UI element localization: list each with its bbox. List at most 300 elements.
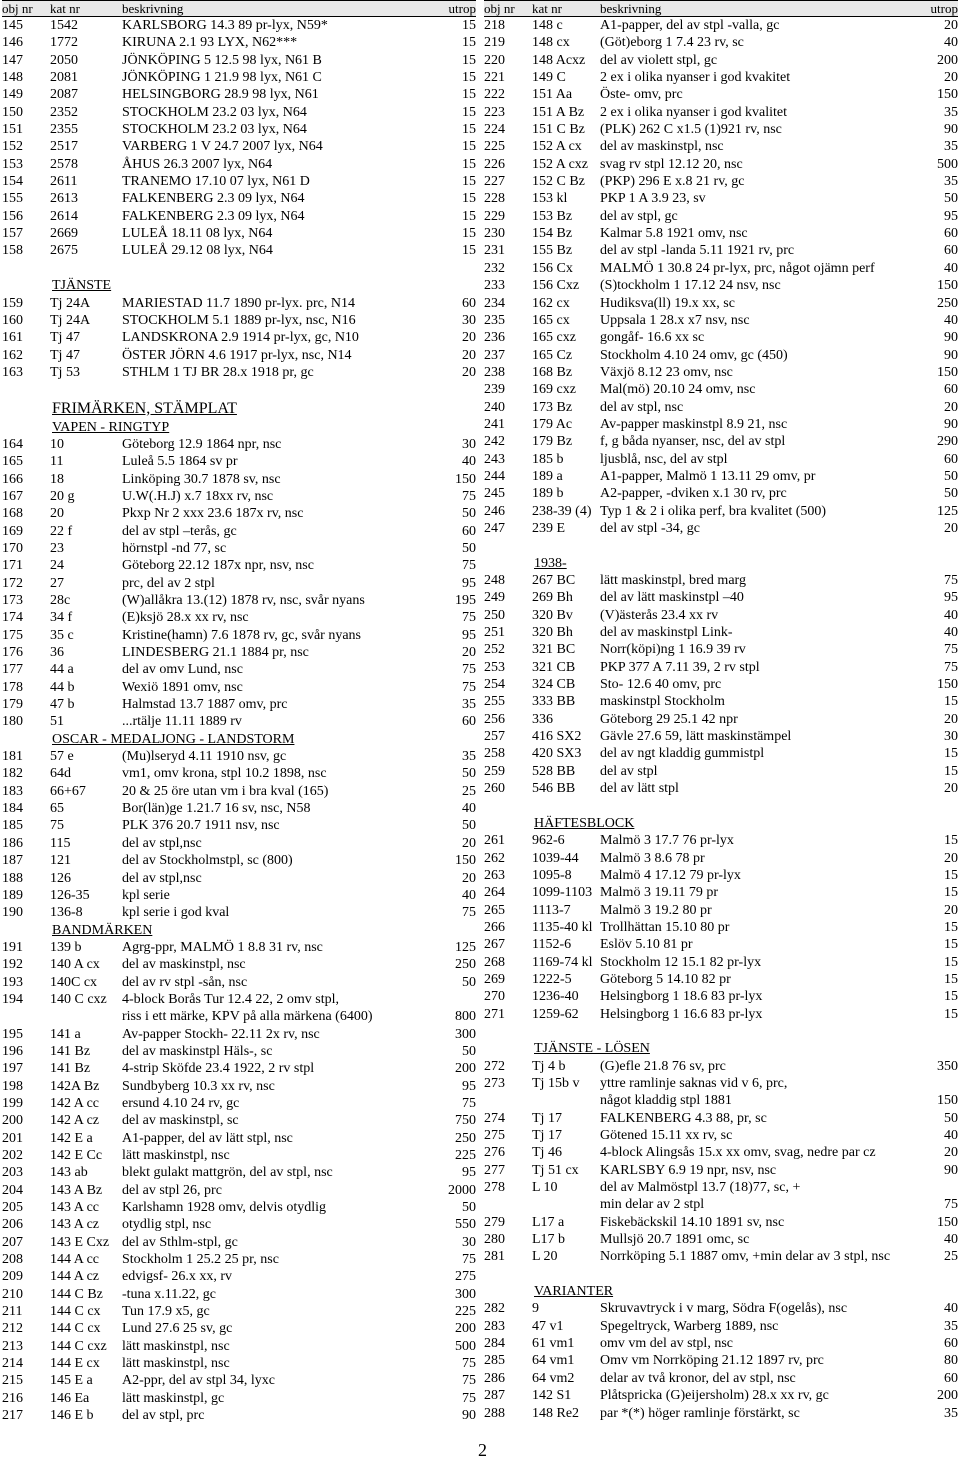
utrop: 20 xyxy=(944,1145,958,1161)
obj-nr: 165 xyxy=(2,454,23,470)
table-row xyxy=(484,503,958,520)
beskrivning: del av stpl –terås, gc xyxy=(122,523,237,539)
kat-nr: 47 v1 xyxy=(532,1318,564,1334)
kat-nr: 143 ab xyxy=(50,1165,88,1181)
right-rows xyxy=(484,17,958,1422)
table-row xyxy=(484,329,958,346)
table-row xyxy=(484,1231,958,1248)
page-number: 2 xyxy=(478,1440,487,1460)
beskrivning: Omv vm Norrköping 21.12 1897 rv, prc xyxy=(600,1353,824,1369)
utrop: 150 xyxy=(455,471,476,487)
utrop: 50 xyxy=(462,818,476,834)
utrop: 50 xyxy=(462,974,476,990)
kat-nr: Tj 15b v xyxy=(532,1075,580,1091)
obj-nr: 236 xyxy=(484,330,505,346)
kat-nr: 165 cxz xyxy=(532,330,576,346)
obj-nr: 209 xyxy=(2,1269,23,1285)
beskrivning: Halmstad 13.7 1887 omv, prc xyxy=(122,697,288,713)
table-row xyxy=(2,592,476,609)
obj-nr: 246 xyxy=(484,503,505,519)
obj-nr: 261 xyxy=(484,833,505,849)
table-row xyxy=(2,104,476,121)
table-row xyxy=(484,1370,958,1387)
table-row xyxy=(484,156,958,173)
utrop: 35 xyxy=(944,104,958,120)
obj-nr: 231 xyxy=(484,243,505,259)
kat-nr: Tj 17 xyxy=(532,1110,562,1126)
kat-nr: 1169-74 kl xyxy=(532,954,593,970)
kat-nr: 149 C xyxy=(532,70,566,86)
kat-nr: 1259-62 xyxy=(532,1006,579,1022)
obj-nr: 152 xyxy=(2,139,23,155)
beskrivning: del av maskinstpl, sc xyxy=(122,1113,239,1129)
kat-nr: 1772 xyxy=(50,35,78,51)
utrop: 75 xyxy=(944,642,958,658)
utrop: 60 xyxy=(462,295,476,311)
table-row xyxy=(484,1300,958,1317)
section-heading xyxy=(484,815,958,832)
utrop: 15 xyxy=(462,174,476,190)
kat-nr: 24 xyxy=(50,558,64,574)
kat-nr: 142A Bz xyxy=(50,1078,100,1094)
utrop: 20 xyxy=(944,781,958,797)
kat-nr: 9 xyxy=(532,1301,539,1317)
utrop: 80 xyxy=(944,1353,958,1369)
utrop: 200 xyxy=(455,1061,476,1077)
obj-nr: 197 xyxy=(2,1061,23,1077)
beskrivning: del av stpl xyxy=(600,763,658,779)
spacer xyxy=(484,1266,958,1283)
beskrivning: (PLK) 262 C x1.5 (1)921 rv, nsc xyxy=(600,122,782,138)
obj-nr: 217 xyxy=(2,1408,23,1424)
beskrivning: Typ 1 & 2 i olika perf, bra kvalitet (500) xyxy=(600,503,827,519)
utrop: 250 xyxy=(937,295,958,311)
beskrivning: kpl serie i god kval xyxy=(122,905,230,921)
obj-nr: 288 xyxy=(484,1405,505,1421)
beskrivning: HELSINGBORG 28.9 98 lyx, N61 xyxy=(122,87,319,103)
kat-nr: 75 xyxy=(50,818,64,834)
kat-nr: Tj 47 xyxy=(50,330,80,346)
beskrivning: Trollhättan 15.10 80 pr xyxy=(600,919,730,935)
section-heading-text: 1938- xyxy=(534,555,567,571)
table-row xyxy=(484,1214,958,1231)
utrop: 500 xyxy=(455,1338,476,1354)
table-row xyxy=(2,627,476,644)
obj-nr: 211 xyxy=(2,1304,23,1320)
obj-nr: 180 xyxy=(2,714,23,730)
table-row xyxy=(2,956,476,973)
kat-nr: 144 C cx xyxy=(50,1304,101,1320)
kat-nr: 321 CB xyxy=(532,659,576,675)
kat-nr: 420 SX3 xyxy=(532,746,582,762)
spacer xyxy=(484,1023,958,1040)
utrop: 50 xyxy=(462,1043,476,1059)
table-row xyxy=(484,260,958,277)
table-row xyxy=(2,242,476,259)
beskrivning: del av stpl,nsc xyxy=(122,835,202,851)
obj-nr: 229 xyxy=(484,208,505,224)
beskrivning: maskinstpl Stockholm xyxy=(600,694,725,710)
table-row xyxy=(484,312,958,329)
obj-nr: 202 xyxy=(2,1148,23,1163)
utrop: 15 xyxy=(462,226,476,242)
table-row xyxy=(484,850,958,867)
obj-nr: 218 xyxy=(484,18,505,33)
utrop: 350 xyxy=(937,1058,958,1074)
utrop: 95 xyxy=(462,1078,476,1094)
utrop: 25 xyxy=(462,783,476,799)
kat-nr: L 20 xyxy=(532,1249,558,1265)
beskrivning: ersund 4.10 24 rv, gc xyxy=(122,1095,240,1111)
obj-nr: 255 xyxy=(484,694,505,710)
utrop: 90 xyxy=(462,1408,476,1424)
table-row xyxy=(2,1130,476,1147)
utrop: 40 xyxy=(944,1301,958,1317)
kat-nr: 2352 xyxy=(50,104,78,120)
table-row xyxy=(2,52,476,69)
utrop: 15 xyxy=(462,87,476,103)
utrop: 35 xyxy=(462,697,476,713)
spacer xyxy=(2,381,476,398)
kat-nr: 1542 xyxy=(50,18,78,33)
kat-nr: 142 A cz xyxy=(50,1113,99,1129)
kat-nr: 143 A cc xyxy=(50,1200,99,1216)
table-row xyxy=(484,242,958,259)
table-row xyxy=(484,17,958,34)
utrop: 35 xyxy=(944,1318,958,1334)
table-row xyxy=(484,1144,958,1161)
obj-nr: 192 xyxy=(2,957,23,973)
obj-nr: 260 xyxy=(484,781,505,797)
beskrivning: del av stpl,nsc xyxy=(122,870,202,886)
obj-nr: 189 xyxy=(2,887,23,903)
kat-nr: 2675 xyxy=(50,243,78,259)
table-row xyxy=(484,589,958,606)
kat-nr: 155 Bz xyxy=(532,243,573,259)
table-row xyxy=(484,1352,958,1369)
table-row xyxy=(484,745,958,762)
kat-nr: 1152-6 xyxy=(532,937,572,953)
table-row xyxy=(484,954,958,971)
beskrivning: gongåf- 16.6 xx sc xyxy=(600,330,705,346)
kat-nr: 141 Bz xyxy=(50,1061,91,1077)
obj-nr: 264 xyxy=(484,885,505,901)
utrop: 75 xyxy=(462,1252,476,1268)
beskrivning: STOCKHOLM 23.2 03 lyx, N64 xyxy=(122,104,307,120)
obj-nr: 256 xyxy=(484,711,505,727)
kat-nr: L17 b xyxy=(532,1232,566,1248)
utrop: 15 xyxy=(462,156,476,172)
beskrivning: otydlig stpl, nsc xyxy=(122,1217,212,1233)
obj-nr: 262 xyxy=(484,850,505,866)
kat-nr: 165 Cz xyxy=(532,347,573,363)
table-row xyxy=(2,870,476,887)
obj-nr: 259 xyxy=(484,763,505,779)
obj-nr: 216 xyxy=(2,1390,23,1406)
beskrivning: PKP 377 A 7.11 39, 2 rv stpl xyxy=(600,659,760,675)
beskrivning: MALMÖ 1 30.8 24 pr-lyx, prc, något ojämn perf xyxy=(600,260,875,276)
beskrivning: Stockholm 1 25.2 25 pr, nsc xyxy=(122,1252,279,1268)
beskrivning: Malmö 3 8.6 78 pr xyxy=(600,850,705,866)
table-row xyxy=(484,69,958,86)
utrop: 60 xyxy=(944,243,958,259)
utrop: 550 xyxy=(455,1217,476,1233)
utrop: 75 xyxy=(462,1373,476,1389)
utrop: 60 xyxy=(944,1370,958,1386)
utrop: 75 xyxy=(462,1356,476,1372)
beskrivning: del av stpl -landa 5.11 1921 rv, prc xyxy=(600,243,795,259)
table-row xyxy=(2,208,476,225)
utrop: 60 xyxy=(944,226,958,242)
table-header xyxy=(2,0,476,17)
utrop: 250 xyxy=(455,957,476,973)
kat-nr: 142 A cc xyxy=(50,1095,99,1111)
kat-nr: 1135-40 kl xyxy=(532,919,593,935)
kat-nr: 962-6 xyxy=(532,833,565,849)
kat-nr: Tj 4 b xyxy=(532,1058,566,1074)
kat-nr: 2669 xyxy=(50,226,78,242)
table-row xyxy=(2,86,476,103)
kat-nr: 121 xyxy=(50,853,71,869)
utrop: 15 xyxy=(944,694,958,710)
kat-nr: 153 Bz xyxy=(532,208,573,224)
beskrivning: Göteborg 29 25.1 42 npr xyxy=(600,711,738,727)
utrop: 275 xyxy=(455,1269,476,1285)
utrop: 95 xyxy=(944,590,958,606)
utrop: 75 xyxy=(462,662,476,678)
beskrivning: ÖSTER JÖRN 4.6 1917 pr-lyx, nsc, N14 xyxy=(122,347,352,363)
kat-nr: 189 b xyxy=(532,486,564,502)
obj-nr: 233 xyxy=(484,278,505,294)
obj-nr: 281 xyxy=(484,1249,505,1265)
obj-nr: 214 xyxy=(2,1356,23,1372)
utrop: 50 xyxy=(944,486,958,502)
obj-nr: 148 xyxy=(2,70,23,86)
kat-nr: 66+67 xyxy=(50,783,86,799)
section-heading-text: TJÄNSTE - LÖSEN xyxy=(534,1041,650,1057)
kat-nr: L 10 xyxy=(532,1180,558,1196)
obj-nr: 159 xyxy=(2,295,23,311)
beskrivning: vm1, omv krona, stpl 10.2 1898, nsc xyxy=(122,766,327,782)
table-row xyxy=(484,138,958,155)
utrop: 15 xyxy=(944,971,958,987)
beskrivning: ...rtälje 11.11 1889 rv xyxy=(122,714,242,730)
table-row xyxy=(2,364,476,381)
utrop: 75 xyxy=(462,558,476,574)
table-row xyxy=(484,884,958,901)
obj-nr: 191 xyxy=(2,939,23,955)
table-row xyxy=(2,1078,476,1095)
kat-nr: 34 f xyxy=(50,610,73,626)
utrop: 15 xyxy=(944,746,958,762)
utrop: 90 xyxy=(944,330,958,346)
kat-nr: 179 Ac xyxy=(532,416,573,432)
kat-nr: 148 Re2 xyxy=(532,1405,580,1421)
obj-nr: 157 xyxy=(2,226,23,242)
table-row xyxy=(2,1355,476,1372)
beskrivning: del av maskinstpl, nsc xyxy=(122,957,246,973)
left-rows xyxy=(2,17,476,1425)
table-row xyxy=(484,1196,958,1213)
beskrivning: STHLM 1 TJ BR 28.x 1918 pr, gc xyxy=(122,364,314,380)
table-row xyxy=(484,190,958,207)
obj-nr: 227 xyxy=(484,174,505,190)
obj-nr: 161 xyxy=(2,330,23,346)
table-row xyxy=(484,572,958,589)
kat-nr: 1095-8 xyxy=(532,867,572,883)
obj-nr: 275 xyxy=(484,1128,505,1143)
obj-nr: 182 xyxy=(2,766,23,782)
obj-nr: 198 xyxy=(2,1078,23,1094)
kat-nr: 47 b xyxy=(50,697,75,713)
kat-nr: 140 C cxz xyxy=(50,991,107,1007)
beskrivning: Norrköping 5.1 1887 omv, +min delar av 3 stpl, nsc xyxy=(600,1249,891,1265)
utrop: 500 xyxy=(937,156,958,172)
utrop: 60 xyxy=(944,382,958,398)
kat-nr: 23 xyxy=(50,540,64,556)
obj-nr: 146 xyxy=(2,35,23,51)
beskrivning: omv vm del av stpl, nsc xyxy=(600,1336,733,1352)
section-heading xyxy=(2,277,476,294)
beskrivning: hörnstpl -nd 77, sc xyxy=(122,540,227,556)
utrop: 75 xyxy=(944,659,958,675)
obj-nr: 213 xyxy=(2,1338,23,1354)
spacer xyxy=(2,260,476,277)
kat-nr: 2578 xyxy=(50,156,78,172)
utrop: 15 xyxy=(944,763,958,779)
beskrivning: Stockholm 12 15.1 82 pr-lyx xyxy=(600,954,762,970)
kat-nr: 151 C Bz xyxy=(532,122,585,138)
kat-nr: 2087 xyxy=(50,87,78,103)
kat-nr: 336 xyxy=(532,711,553,727)
table-row xyxy=(484,208,958,225)
obj-nr: 174 xyxy=(2,610,23,626)
obj-nr: 228 xyxy=(484,191,505,207)
utrop: 20 xyxy=(462,330,476,346)
section-heading-text: VAPEN - RINGTYP xyxy=(52,419,170,435)
beskrivning: Gävle 27.6 59, lätt maskinstämpel xyxy=(600,729,792,745)
table-row xyxy=(2,1286,476,1303)
obj-nr: 244 xyxy=(484,468,505,484)
obj-nr: 263 xyxy=(484,867,505,883)
table-row xyxy=(2,713,476,730)
kat-nr: 152 C Bz xyxy=(532,174,585,190)
obj-nr: 154 xyxy=(2,174,23,190)
table-row xyxy=(2,679,476,696)
kat-nr: Tj 46 xyxy=(532,1145,562,1161)
beskrivning: MARIESTAD 11.7 1890 pr-lyx. prc, N14 xyxy=(122,295,355,311)
utrop: 20 xyxy=(944,399,958,415)
kat-nr: 142 E Cc xyxy=(50,1148,103,1163)
beskrivning: (G)efle 21.8 76 sv, prc xyxy=(600,1058,726,1074)
kat-nr: 144 A cc xyxy=(50,1252,99,1268)
header-kat: kat nr xyxy=(532,1,562,16)
kat-nr: 1099-1103 xyxy=(532,885,593,901)
beskrivning: delar av två kronor, del av stpl, nsc xyxy=(600,1370,796,1386)
kat-nr: 154 Bz xyxy=(532,226,573,242)
beskrivning: Wexiö 1891 omv, nsc xyxy=(122,679,243,695)
table-row xyxy=(484,832,958,849)
kat-nr: L17 a xyxy=(532,1214,565,1230)
table-row xyxy=(2,575,476,592)
table-row xyxy=(2,1216,476,1233)
beskrivning: min delar av 2 stpl xyxy=(600,1197,705,1213)
utrop: 60 xyxy=(944,1336,958,1352)
table-row xyxy=(484,399,958,416)
obj-nr: 284 xyxy=(484,1336,505,1352)
obj-nr: 149 xyxy=(2,87,23,103)
obj-nr: 173 xyxy=(2,593,23,608)
beskrivning: något kladdig stpl 1881 xyxy=(600,1093,732,1109)
obj-nr: 272 xyxy=(484,1058,505,1074)
kat-nr: 144 C cxz xyxy=(50,1338,107,1354)
obj-nr: 276 xyxy=(484,1145,505,1161)
kat-nr: 173 Bz xyxy=(532,399,573,415)
utrop: 30 xyxy=(944,729,958,745)
kat-nr: 324 CB xyxy=(532,677,576,693)
utrop: 150 xyxy=(455,853,476,869)
beskrivning: Mullsjö 20.7 1891 omc, sc xyxy=(600,1232,750,1248)
utrop: 35 xyxy=(944,174,958,190)
table-row xyxy=(484,468,958,485)
utrop: 200 xyxy=(937,52,958,68)
kat-nr: 20 g xyxy=(50,488,75,504)
obj-nr: 175 xyxy=(2,627,23,643)
section-heading-text: HÄFTESBLOCK xyxy=(534,815,635,831)
kat-nr: 153 kl xyxy=(532,191,568,207)
utrop: 15 xyxy=(462,18,476,33)
kat-nr: 141 a xyxy=(50,1026,81,1042)
beskrivning: Öste- omv, prc xyxy=(600,87,683,103)
obj-nr: 147 xyxy=(2,52,23,68)
table-row xyxy=(2,1338,476,1355)
utrop: 40 xyxy=(944,312,958,328)
beskrivning: (S)tockholm 1 17.12 24 nsv, nsc xyxy=(600,278,781,294)
obj-nr: 212 xyxy=(2,1321,23,1337)
table-row xyxy=(2,1060,476,1077)
kat-nr: 156 Cxz xyxy=(532,278,580,294)
beskrivning: Spegeltryck, Warberg 1889, nsc xyxy=(600,1318,779,1334)
table-row xyxy=(2,1320,476,1337)
kat-nr: 18 xyxy=(50,471,64,487)
obj-nr: 208 xyxy=(2,1252,23,1268)
utrop: 15 xyxy=(462,243,476,259)
kat-nr: 145 E a xyxy=(50,1373,93,1389)
beskrivning: lätt maskinstpl, nsc xyxy=(122,1148,230,1163)
obj-nr: 205 xyxy=(2,1200,23,1216)
beskrivning: Plåtspricka (G)eijersholm) 28.x xx rv, gc xyxy=(600,1388,829,1404)
header-desc: beskrivning xyxy=(600,1,662,16)
utrop: 15 xyxy=(462,139,476,155)
obj-nr: 215 xyxy=(2,1373,23,1389)
beskrivning: A1-papper, del av stpl -valla, gc xyxy=(600,18,780,33)
beskrivning: (V)ästerås 23.4 xx rv xyxy=(600,607,719,623)
kat-nr: 144 E cx xyxy=(50,1356,100,1372)
beskrivning: (PKP) 296 E x.8 21 rv, gc xyxy=(600,174,745,190)
beskrivning: Växjö 8.12 23 omv, nsc xyxy=(600,364,733,380)
table-row xyxy=(484,971,958,988)
beskrivning: Kalmar 5.8 1921 omv, nsc xyxy=(600,226,748,242)
table-row xyxy=(484,347,958,364)
utrop: 20 xyxy=(944,902,958,918)
beskrivning: Luleå 5.5 1864 sv pr xyxy=(122,454,238,470)
obj-nr: 183 xyxy=(2,783,23,799)
utrop: 75 xyxy=(944,1197,958,1213)
obj-nr: 252 xyxy=(484,642,505,658)
kat-nr: 416 SX2 xyxy=(532,729,582,745)
table-row xyxy=(484,624,958,641)
kat-nr: 179 Bz xyxy=(532,434,573,450)
